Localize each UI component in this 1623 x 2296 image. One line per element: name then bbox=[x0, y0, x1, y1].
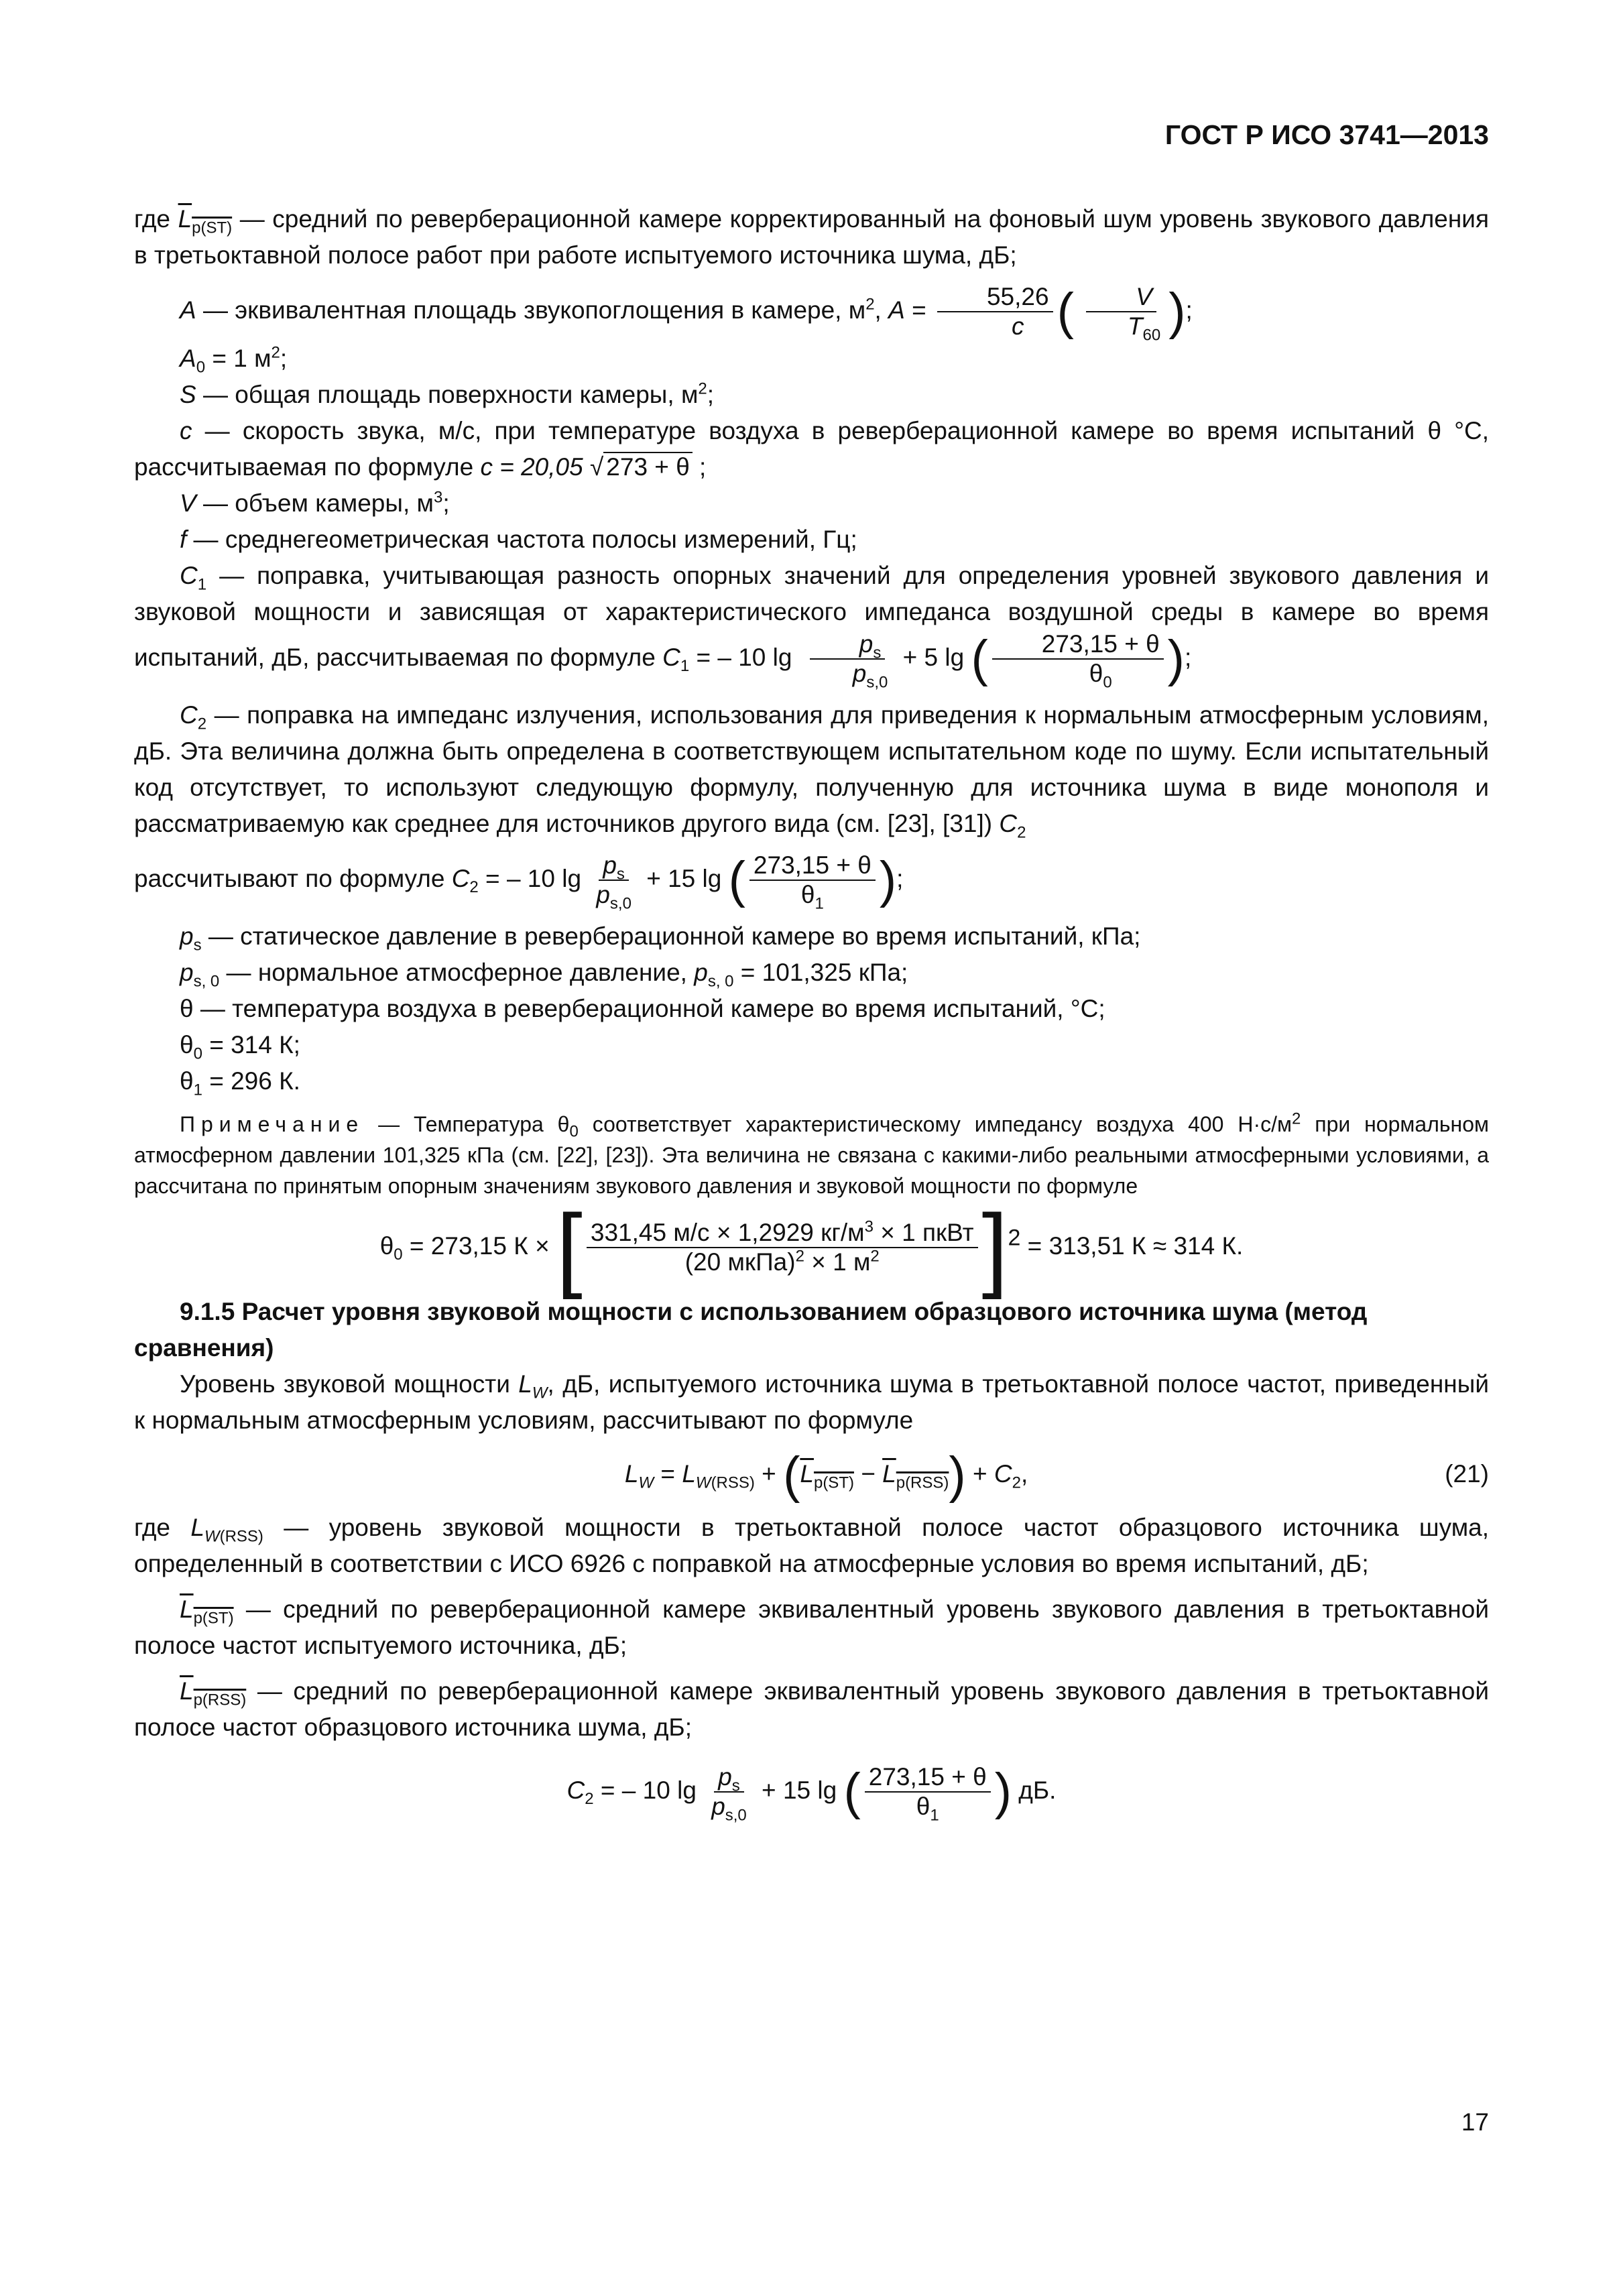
equation-number: (21) bbox=[1445, 1460, 1489, 1488]
def-ps0: $p_{s, 0}$ — нормальное атмосферное давление, $p_{s, 0} = 101,325$ кПа; bbox=[180, 959, 908, 991]
def-c2: $C_2$ — поправка на импеданс излучения, использования для приведения к нормальным атмосферным условиям, дБ. Эта величина должна быть определена в соответствующем испытательном коде по шуму. Если испытательный код отсутствует, то используют следующую формулу, полученную для источника шума в виде монополя и рассматриваемую как среднее для источников другого вида (см. [23], [31]) $C_2$ bbox=[134, 701, 1489, 842]
def-s: S — общая площадь поверхности камеры, $м^2$; bbox=[180, 379, 715, 408]
intro-paragraph: где $L_{p(ST)}$ — средний по реверберационной камере корректированный на фоновый шум уровень звукового давления в третьоктавной полосе работ при работе испытуемого источника шума, дБ; bbox=[134, 205, 1489, 269]
c2-equation: $C_2$ = – 10 lg $\frac{p_s}{p_{s,0}}$ + 15 lg ( $\frac{273,15 + \theta}{\theta_1}$ ) дБ. bbox=[566, 1763, 1057, 1825]
def-c: c — скорость звука, м/с, при температуре воздуха в реверберационной камере во время испытаний θ °С, рассчитываемая по формуле c = 20,05 √ 273 + θ ; bbox=[134, 417, 1489, 481]
def-lp-rss: $L_{p(RSS)}$ — средний по реверберационной камере эквивалентный уровень звукового давления в третьоктавной полосе частот образцового источника шума, дБ; bbox=[134, 1677, 1489, 1741]
def-f: f — среднегеометрическая частота полосы измерений, Гц; bbox=[180, 526, 857, 553]
def-a: A — эквивалентная площадь звукопоглощения в камере, $м^2$, A = $\frac{55,26}{c}$ ( $\frac{V}{T_{60}}$ ); bbox=[180, 283, 1193, 345]
def-v: V — объем камеры, $м^3$; bbox=[180, 488, 450, 517]
page-body bbox=[134, 201, 1489, 1838]
def-c1: $C_1$ — поправка, учитывающая разность опорных значений для определения уровней звукового давления и звуковой мощности и зависящая от характеристического импеданса воздушной среды в камере во время испытаний, дБ, рассчитываемая по формуле $C_1$ = – 10 lg $\frac{p_s}{p_{s,0}}$ + 5 lg ( $\frac{273,15 + \theta}{\theta_0}$ ); bbox=[134, 562, 1489, 692]
def-c2-formula: рассчитывают по формуле $C_2$ = – 10 lg $\frac{p_s}{p_{s,0}}$ + 15 lg ( $\frac{273,15 + \theta}{\theta_1}$ ); bbox=[134, 851, 904, 913]
page-number: 17 bbox=[1461, 2108, 1489, 2136]
def-lp-st: $L_{p(ST)}$ — средний по реверберационной камере эквивалентный уровень звукового давления в третьоктавной полосе частот испытуемого источника, дБ; bbox=[134, 1595, 1489, 1659]
def-theta0: $\theta_0 = 314$ К; bbox=[180, 1031, 300, 1063]
section-para: Уровень звуковой мощности $L_W$, дБ, испытуемого источника шума в третьоктавной полосе частот, приведенный к нормальным атмосферным условиям, рассчитывают по формуле bbox=[134, 1370, 1489, 1434]
def-lw-rss: где $L_{W(RSS)}$ — уровень звуковой мощности в третьоктавной полосе частот образцового источника шума, определенный в соответствии с ИСО 6926 с поправкой на атмосферные условия во время испытаний, дБ; bbox=[134, 1514, 1489, 1577]
def-theta: θ — температура воздуха в реверберационной камере во время испытаний, °С; bbox=[180, 995, 1105, 1022]
note: Примечание — Температура $\theta_0$ соответствует характеристическому импедансу воздуха 400 $Н\cdot с/м^2$ при нормальном атмосферном давлении 101,325 кПа (см. [22], [23]). Эта величина не связана с какими-либо реальными атмосферными условиями, а рассчитана по принятым опорным значениям звукового давления и звуковой мощности по формуле bbox=[134, 1109, 1490, 1198]
def-theta1: $\theta_1 = 296$ К. bbox=[180, 1067, 300, 1099]
equation-21: $L_W = L_{W(RSS)} + (L_{p(ST)} - L_{p(RSS)}) + C_2$, (21) bbox=[624, 1447, 1489, 1504]
def-ps: $p_s$ — статическое давление в реверберационной камере во время испытаний, кПа; bbox=[180, 922, 1141, 955]
theta0-equation: $\theta_0 = 273,15$ К × [ $\frac{331,45 м/с \times 1,2929 кг/м^3 \times 1 пкВт}{(20 мкПа)^2 \times 1 м^2}$ ]$^2$ = 313,51 К ≈ 314 К. bbox=[379, 1195, 1244, 1300]
def-a0: $A_0 = 1$ $м^2$; bbox=[180, 343, 288, 377]
section-title: 9.1.5 Расчет уровня звуковой мощности с использованием образцового источника шума (метод сравнения) bbox=[134, 1298, 1368, 1362]
document-code: ГОСТ Р ИСО 3741—2013 bbox=[1164, 119, 1489, 150]
